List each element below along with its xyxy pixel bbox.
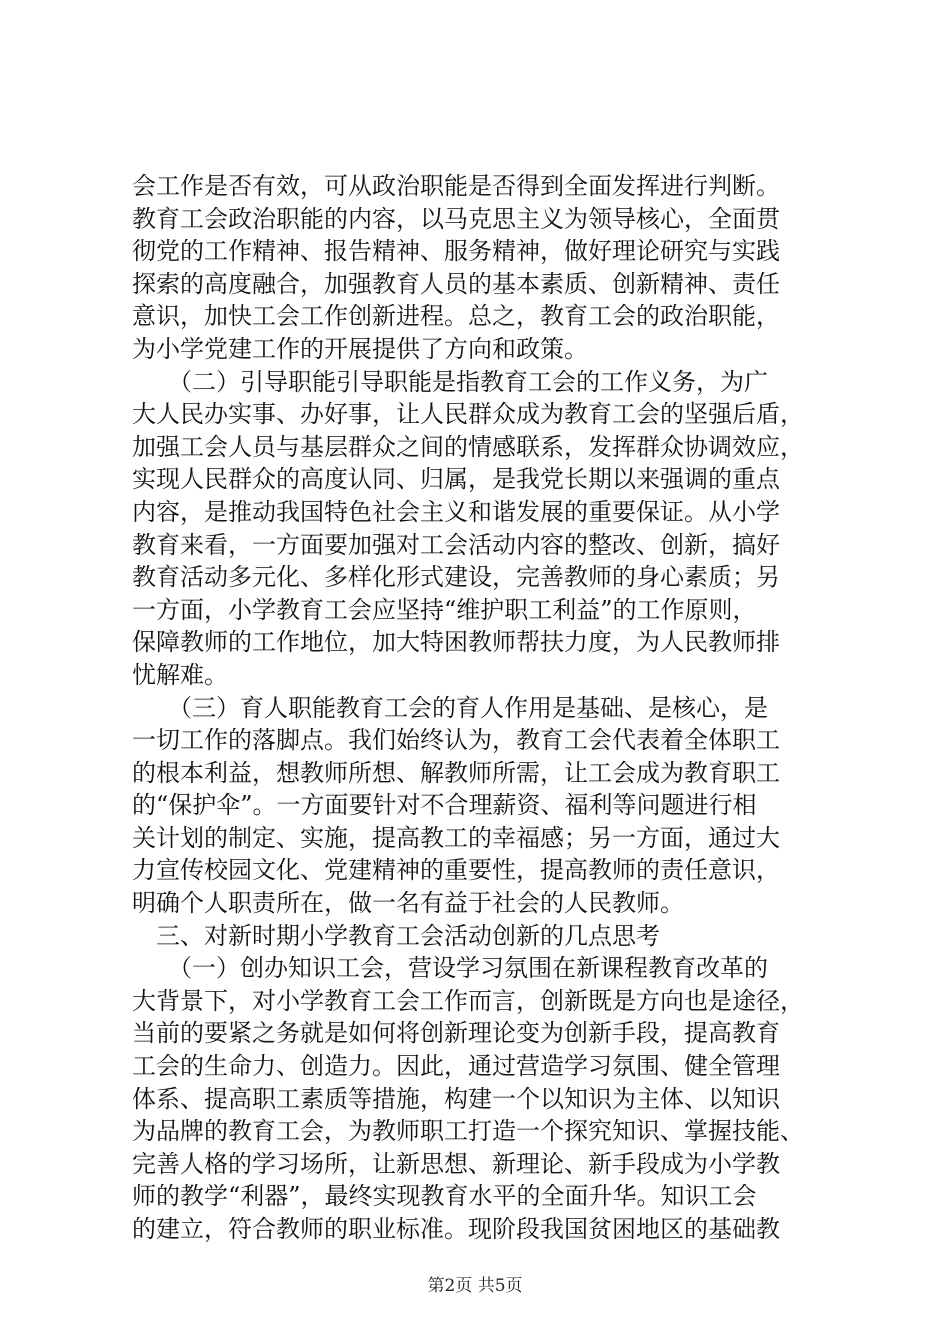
- text-line: 为小学党建工作的开展提供了方向和政策。: [132, 334, 588, 363]
- text-line: 一方面，小学教育工会应坚持“维护职工利益”的工作原则，: [132, 595, 757, 624]
- text-line: 意识，加快工会工作创新进程。总之，教育工会的政治职能，: [132, 302, 780, 331]
- text-line: 体系、提高职工素质等措施，构建一个以知识为主体、以知识: [132, 1084, 780, 1113]
- text-line: 内容，是推动我国特色社会主义和谐发展的重要保证。从小学: [132, 497, 780, 526]
- text-line: 的建立，符合教师的职业标准。现阶段我国贫困地区的基础教: [132, 1215, 780, 1243]
- text-line: 忧解难。: [132, 660, 228, 689]
- text-line: 当前的要紧之务就是如何将创新理论变为创新手段，提高教育: [132, 1019, 780, 1048]
- text-line: 保障教师的工作地位，加大特困教师帮扶力度，为人民教师排: [132, 628, 780, 657]
- text-line: 师的教学“利器”，最终实现教育水平的全面升华。知识工会: [132, 1182, 757, 1211]
- text-line: 完善人格的学习场所，让新思想、新理论、新手段成为小学教: [132, 1149, 780, 1178]
- text-line: 大背景下，对小学教育工会工作而言，创新既是方向也是途径，: [132, 986, 804, 1015]
- text-line: 彻党的工作精神、报告精神、服务精神，做好理论研究与实践: [132, 237, 780, 266]
- text-line: 一切工作的落脚点。我们始终认为，教育工会代表着全体职工: [132, 726, 780, 755]
- text-line: 的“保护伞”。一方面要针对不合理薪资、福利等问题进行相: [132, 791, 757, 820]
- text-line: 探索的高度融合，加强教育人员的基本素质、创新精神、责任: [132, 269, 780, 298]
- page-footer: 第2页 共5页: [427, 1276, 523, 1296]
- text-line: 教育工会政治职能的内容，以马克思主义为领导核心，全面贯: [132, 204, 780, 233]
- text-line: 明确个人职责所在，做一名有益于社会的人民教师。: [132, 889, 684, 918]
- body-text: [132, 170, 832, 1246]
- text-line: 的根本利益，想教师所想、解教师所需，让工会成为教育职工: [132, 758, 780, 787]
- text-line: 教育活动多元化、多样化形式建设，完善教师的身心素质；另: [132, 563, 780, 592]
- text-line: 工会的生命力、创造力。因此，通过营造学习氛围、健全管理: [132, 1052, 780, 1081]
- text-line: 关计划的制定、实施，提高教工的幸福感；另一方面，通过大: [132, 823, 780, 852]
- text-line: 加强工会人员与基层群众之间的情感联系，发挥群众协调效应，: [132, 432, 804, 461]
- text-line: 实现人民群众的高度认同、归属，是我党长期以来强调的重点: [132, 465, 780, 494]
- text-line: 力宣传校园文化、党建精神的重要性，提高教师的责任意识，: [132, 856, 780, 885]
- text-line: 会工作是否有效，可从政治职能是否得到全面发挥进行判断。: [132, 172, 780, 200]
- text-line: （一）创办知识工会，营设学习氛围在新课程教育改革的: [132, 954, 768, 983]
- text-line: （三）育人职能教育工会的育人作用是基础、是核心，是: [132, 693, 768, 722]
- text-line: 三、对新时期小学教育工会活动创新的几点思考: [132, 921, 660, 950]
- text-line: 教育来看，一方面要加强对工会活动内容的整改、创新，搞好: [132, 530, 780, 559]
- text-line: 为品牌的教育工会，为教师职工打造一个探究知识、掌握技能、: [132, 1117, 804, 1146]
- text-line: （二）引导职能引导职能是指教育工会的工作义务，为广: [132, 367, 768, 396]
- text-line: 大人民办实事、办好事，让人民群众成为教育工会的坚强后盾，: [132, 400, 804, 429]
